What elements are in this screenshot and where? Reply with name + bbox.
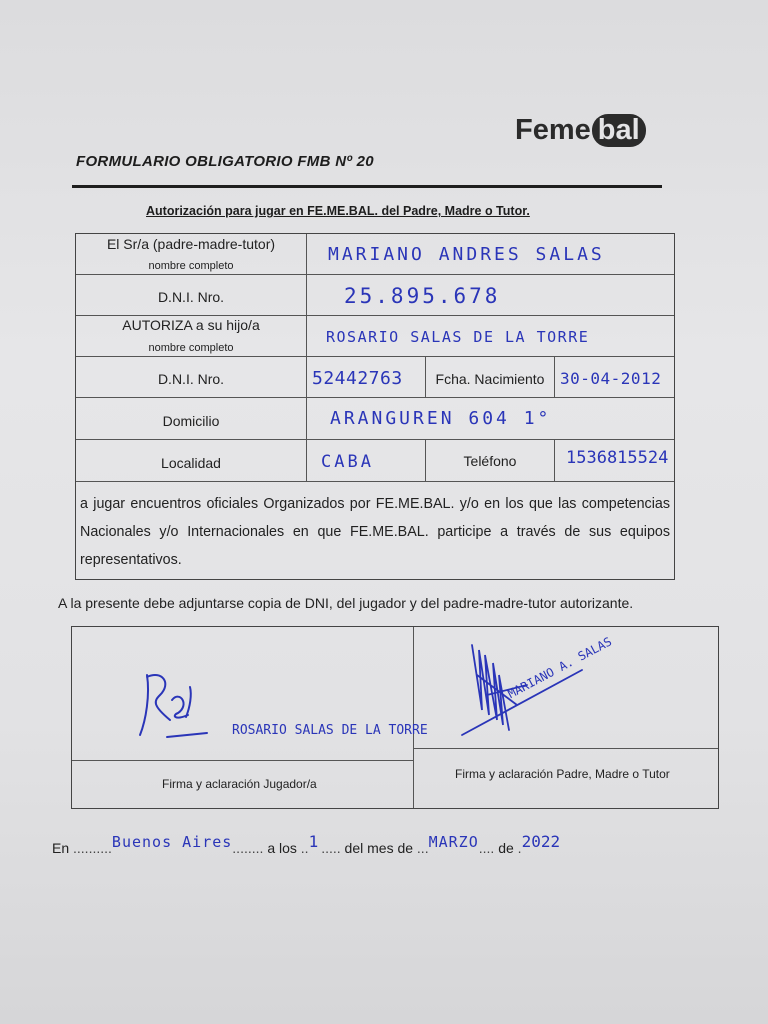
logo-text: Feme — [515, 114, 591, 146]
place-value: Buenos Aires — [111, 833, 233, 851]
row-divider — [76, 439, 674, 440]
parent-name-value: MARIANO ANDRES SALAS — [328, 244, 605, 265]
form-title: FORMULARIO OBLIGATORIO FMB Nº 20 — [76, 153, 374, 170]
attachment-note: A la presente debe adjuntarse copia de DNI, del jugador y del padre-madre-tutor autorizante. — [58, 595, 634, 611]
logo-pill-text: bal — [592, 114, 646, 147]
column-divider — [425, 356, 426, 397]
row-divider — [76, 356, 674, 357]
child-name-label: AUTORIZA a su hijo/a — [122, 317, 260, 333]
address-value: ARANGUREN 604 1° — [330, 408, 552, 429]
dotted-fill: . — [517, 840, 522, 856]
de-text: de — [498, 840, 514, 856]
row-divider — [76, 481, 674, 482]
child-dni-label: D.N.I. Nro. — [157, 371, 225, 387]
address-label: Domicilio — [162, 413, 220, 429]
column-divider — [554, 439, 555, 481]
parent-dni-value: 25.895.678 — [344, 284, 501, 308]
a-los-text: a los — [267, 840, 297, 856]
row-divider — [72, 760, 413, 761]
column-divider — [425, 439, 426, 481]
title-divider — [72, 185, 662, 188]
del-mes-de-text: del mes de — [344, 840, 414, 856]
child-name-sublabel: nombre completo — [148, 342, 234, 354]
parent-name-sublabel: nombre completo — [148, 260, 234, 272]
date-place-line — [52, 832, 561, 857]
month-value: MARZO — [428, 833, 479, 851]
authorization-paragraph: a jugar encuentros oficiales Organizados por FE.ME.BAL. y/o en los que las competencias Nacionales y/o Internacionales en que FE.ME.BAL. participe a través de sus equipos representativos. — [80, 496, 670, 568]
dotted-fill: ... — [416, 840, 429, 856]
phone-value: 1536815524 — [566, 448, 669, 468]
femebal-logo — [515, 114, 646, 147]
phone-label: Teléfono — [463, 453, 517, 469]
parent-dni-label: D.N.I. Nro. — [157, 289, 225, 305]
player-printed-name: ROSARIO SALAS DE LA TORRE — [232, 723, 428, 738]
date-prefix: En — [52, 840, 70, 856]
column-divider — [413, 627, 414, 808]
column-divider — [554, 356, 555, 397]
day-value: 1 — [308, 832, 322, 851]
locality-label: Localidad — [161, 455, 221, 471]
signature-table — [71, 626, 719, 809]
dotted-fill: .......... — [73, 840, 112, 856]
dotted-fill: ........ — [232, 840, 268, 856]
player-signature-label: Firma y aclaración Jugador/a — [162, 777, 317, 791]
birthdate-value: 30-04-2012 — [560, 369, 662, 388]
dotted-fill: .. — [300, 840, 309, 856]
row-divider — [76, 315, 674, 316]
birthdate-label: Fcha. Nacimiento — [435, 371, 545, 387]
parent-printed-name: MARIANO A. SALAS — [505, 634, 615, 701]
child-dni-value: 52442763 — [312, 368, 403, 389]
form-subtitle: Autorización para jugar en FE.ME.BAL. del Padre, Madre o Tutor. — [146, 204, 530, 218]
child-name-value: ROSARIO SALAS DE LA TORRE — [326, 328, 590, 346]
locality-value: CABA — [321, 452, 374, 472]
parent-name-label: El Sr/a (padre-madre-tutor) — [106, 236, 276, 252]
column-divider — [306, 234, 307, 481]
authorization-table — [75, 233, 675, 580]
player-signature-scribble — [132, 665, 222, 745]
dotted-fill: .... — [478, 840, 499, 856]
row-divider — [76, 274, 674, 275]
parent-signature-label: Firma y aclaración Padre, Madre o Tutor — [455, 767, 670, 781]
row-divider — [76, 397, 674, 398]
year-value: 2022 — [521, 832, 561, 851]
dotted-fill: ..... — [321, 840, 345, 856]
